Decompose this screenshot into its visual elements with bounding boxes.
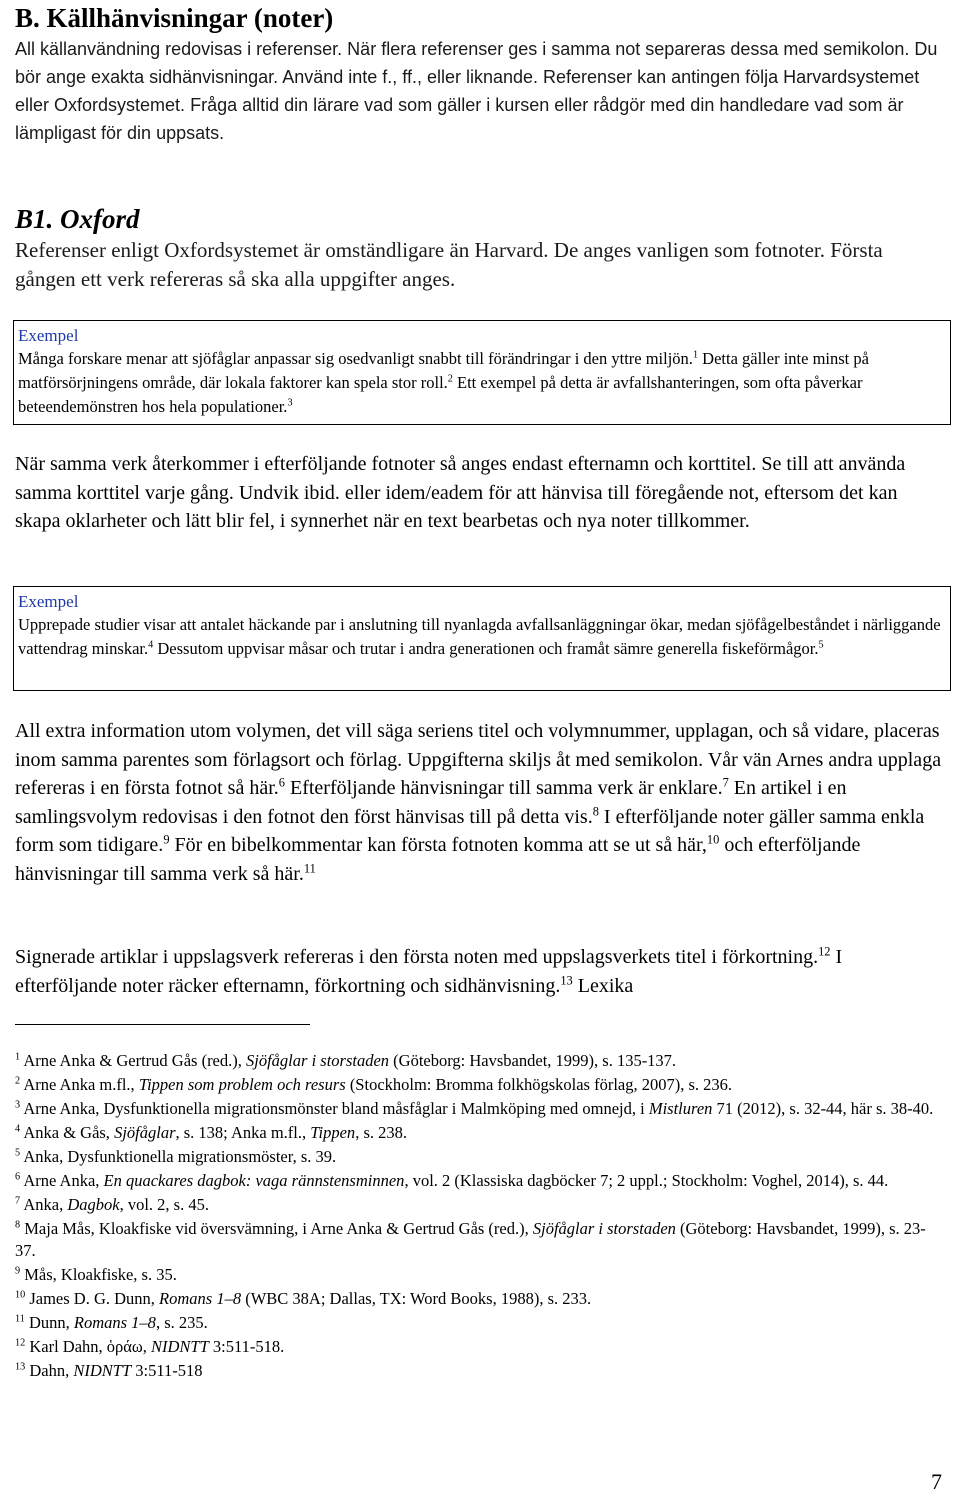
- footnote-4-rest: , s. 238.: [355, 1123, 407, 1142]
- footnote-1: [15, 1050, 945, 1072]
- footnote-7: [15, 1194, 945, 1216]
- page-number: 7: [931, 1469, 942, 1494]
- footnote-10-title: Romans 1–8: [159, 1289, 242, 1308]
- example1-text-c: Ett exempel på detta är avfallshanteringen, som ofta påverkar beteendemönstren hos hela populationer.: [18, 373, 863, 416]
- footnote-10: [15, 1288, 945, 1310]
- footnote-11: [15, 1312, 945, 1334]
- footnote-ref-3[interactable]: 3: [287, 397, 293, 409]
- footnote-11-text: Dunn,: [24, 1313, 74, 1332]
- intro-sentence-2: Referenser kan antingen följa Harvardsystemet eller Oxfordsystemet.: [15, 67, 920, 115]
- footnote-number-3: 3: [15, 1099, 21, 1111]
- footnote-3-text: Arne Anka, Dysfunktionella migrationsmönster bland måsfåglar i Malmköping med omnejd, i: [20, 1099, 649, 1118]
- footnote-4-text: Anka & Gås,: [20, 1123, 115, 1142]
- footnote-8-text: Maja Mås, Kloakfiske vid översvämning, i Arne Anka & Gertrud Gås (red.),: [20, 1219, 533, 1238]
- footnote-12: [15, 1336, 945, 1358]
- footnote-ref-6[interactable]: 6: [278, 775, 285, 790]
- para3-text-f: och efterföljande hänvisningar till samma verk så här.: [15, 834, 861, 885]
- footnote-13: [15, 1360, 945, 1382]
- footnote-number-9: 9: [15, 1265, 21, 1277]
- footnote-8: [15, 1218, 945, 1262]
- footnote-1-text: Arne Anka & Gertrud Gås (red.),: [20, 1051, 247, 1070]
- footnote-ref-10[interactable]: 10: [706, 832, 720, 847]
- footnote-ref-11[interactable]: 11: [303, 860, 316, 875]
- example2-text-a: Upprepade studier visar att antalet häckande par i anslutning till nyanlagda avfallsanläggningar ökar, medan sjöfågelbeståndet i närliggande vattendrag minskar.: [18, 615, 941, 658]
- footnote-ref-9[interactable]: 9: [163, 832, 170, 847]
- footnote-12-title: NIDNTT: [151, 1337, 209, 1356]
- para4-text-a: Signerade artiklar i uppslagsverk refereras i den första noten med uppslagsverkets titel i förkortning.: [15, 946, 819, 968]
- footnote-13-title: NIDNTT: [73, 1361, 132, 1380]
- intro-paragraph: [15, 35, 940, 147]
- footnote-1-title: Sjöfåglar i storstaden: [246, 1051, 390, 1070]
- footnote-number-12: 12: [15, 1337, 26, 1349]
- footnote-7-title: Dagbok: [67, 1195, 120, 1214]
- footnote-number-6: 6: [15, 1171, 21, 1183]
- footnote-12-rest: 3:511-518.: [208, 1337, 285, 1356]
- intro-sentence-1: All källanvändning redovisas i referenser. När flera referenser ges i samma not separeras dessa med semikolon. Du bör ange exakta sidhänvisningar. Använd inte f., ff., eller liknande.: [15, 39, 938, 87]
- footnote-13-text: Dahn,: [25, 1361, 74, 1380]
- example-text-2: [18, 613, 950, 661]
- footnote-2: [15, 1074, 945, 1096]
- footnote-7-text: Anka,: [20, 1195, 68, 1214]
- para3-text-b: Efterföljande hänvisningar till samma verk är enklare.: [284, 777, 723, 799]
- footnote-number-5: 5: [15, 1147, 21, 1159]
- footnote-4: [15, 1122, 945, 1144]
- footnote-12-text: Karl Dahn, ὁράω,: [25, 1337, 152, 1356]
- footnote-ref-7[interactable]: 7: [722, 775, 729, 790]
- footnote-ref-2[interactable]: 2: [447, 373, 453, 385]
- example-box-1: [13, 320, 951, 425]
- footnote-2-rest: (Stockholm: Bromma folkhögskolas förlag, 2007), s. 236.: [345, 1075, 733, 1094]
- footnote-10-text: James D. G. Dunn,: [25, 1289, 160, 1308]
- para3-text-d: I efterföljande noter gäller samma enkla form som tidigare.: [15, 805, 925, 856]
- paragraph-signed-articles: [15, 943, 945, 1001]
- footnote-6-text: Arne Anka,: [20, 1171, 104, 1190]
- footnote-ref-4[interactable]: 4: [148, 639, 154, 651]
- footnote-13-rest: 3:511-518: [131, 1361, 203, 1380]
- footnote-ref-5[interactable]: 5: [818, 639, 824, 651]
- example-text-1: [18, 347, 950, 419]
- footnote-3-rest: 71 (2012), s. 32-44, här s. 38-40.: [712, 1099, 934, 1118]
- footnote-number-2: 2: [15, 1075, 21, 1087]
- footnotes: [15, 1050, 945, 1382]
- section-heading-b: B. Källhänvisningar (noter): [15, 3, 334, 33]
- footnote-8-rest: (Göteborg: Havsbandet, 1999), s. 23-37.: [15, 1219, 926, 1260]
- footnote-5: [15, 1146, 945, 1168]
- example2-text-b: Dessutom uppvisar måsar och trutar i andra generationen och framåt sämre generella fiskeförmågor.: [153, 639, 819, 658]
- footnote-8-title: Sjöfåglar i storstaden: [532, 1219, 676, 1238]
- footnote-ref-1[interactable]: 1: [692, 349, 699, 361]
- footnote-9: [15, 1264, 945, 1286]
- example-label-1: Exempel: [18, 326, 79, 345]
- example-label-2: Exempel: [18, 592, 79, 611]
- footnote-11-rest: , s. 235.: [155, 1313, 208, 1332]
- footnote-6-rest: , vol. 2 (Klassiska dagböcker 7; 2 uppl.; Stockholm: Voghel, 2014), s. 44.: [404, 1171, 889, 1190]
- footnote-2-title: Tippen som problem och resurs: [138, 1075, 346, 1094]
- footnote-6: [15, 1170, 945, 1192]
- footnote-number-4: 4: [15, 1123, 21, 1135]
- footnote-4-title: Sjöfåglar: [114, 1123, 176, 1142]
- footnote-number-1: 1: [15, 1051, 21, 1063]
- footnote-11-title: Romans 1–8: [73, 1313, 156, 1332]
- footnote-number-13: 13: [15, 1361, 26, 1373]
- footnote-9-text: Mås, Kloakfiske, s. 35.: [20, 1265, 177, 1284]
- footnote-number-7: 7: [15, 1195, 21, 1207]
- b1-paragraph: Referenser enligt Oxfordsystemet är omständligare än Harvard. De anges vanligen som fotnoter. Första gången ett verk refereras så ska alla uppgifter anges.: [15, 238, 883, 291]
- footnote-10-rest: (WBC 38A; Dallas, TX: Word Books, 1988), s. 233.: [241, 1289, 592, 1308]
- paragraph-extra-information: [15, 717, 945, 888]
- footnote-ref-13[interactable]: 13: [560, 973, 573, 988]
- footnote-5-text: Anka, Dysfunktionella migrationsmöster, s. 39.: [20, 1147, 337, 1166]
- footnote-number-11: 11: [15, 1313, 25, 1325]
- footnote-number-10: 10: [15, 1289, 26, 1301]
- footnote-2-text: Arne Anka m.fl.,: [20, 1075, 139, 1094]
- footnote-4-mid: , s. 138; Anka m.fl.,: [175, 1123, 311, 1142]
- footnote-separator: [15, 1024, 310, 1025]
- para3-text-e: För en bibelkommentar kan första fotnoten komma att se ut så här,: [169, 834, 707, 856]
- example1-text-a: Många forskare menar att sjöfåglar anpassar sig osedvanligt snabbt till förändringar i den yttre miljön.: [18, 349, 693, 368]
- footnote-ref-8[interactable]: 8: [592, 803, 599, 818]
- footnote-4-title-2: Tippen: [310, 1123, 356, 1142]
- footnote-3-title: Mistluren: [648, 1099, 713, 1118]
- example-box-2: [13, 586, 951, 691]
- footnote-ref-12[interactable]: 12: [818, 944, 831, 959]
- para4-text-c: Lexika: [572, 975, 634, 997]
- example1-text-b: Detta gäller inte minst på matförsörjningens område, där lokala faktorer kan spela stor roll.: [18, 349, 869, 392]
- footnote-number-8: 8: [15, 1219, 21, 1231]
- footnote-1-rest: (Göteborg: Havsbandet, 1999), s. 135-137.: [389, 1051, 677, 1070]
- footnote-6-title: En quackares dagbok: vaga rännstensminnen: [103, 1171, 405, 1190]
- footnote-7-rest: , vol. 2, s. 45.: [119, 1195, 209, 1214]
- intro-sentence-3: Fråga alltid din lärare vad som gäller i kursen eller rådgör med din handledare vad som är lämpligast för din uppsats.: [15, 95, 904, 143]
- paragraph-repeat-references: När samma verk återkommer i efterföljande fotnoter så anges endast efternamn och korttitel. Se till att använda samma korttitel varje gång. Undvik ibid. eller idem/eadem för att hänvisa till föregående not, eftersom det kan skapa oklarheter och lätt blir fel, i synnerhet när en text bearbetas och nya noter tillkommer.: [15, 453, 906, 532]
- para3-text-a: All extra information utom volymen, det vill säga seriens titel och volymnummer, upplagan, och så vidare, placeras inom samma parentes som förlagsort och förlag. Uppgifterna skiljs åt med semikolon. Vår vän Arnes andra upplaga refereras i en första fotnot så här.: [15, 720, 942, 799]
- section-heading-b1: B1. Oxford: [15, 204, 140, 234]
- para4-text-b: I efterföljande noter räcker efternamn, förkortning och sidhänvisning.: [15, 946, 843, 997]
- para3-text-c: En artikel i en samlingsvolym redovisas i den fotnot den först hänvisas till på detta vis.: [15, 777, 847, 828]
- footnote-3: [15, 1098, 945, 1120]
